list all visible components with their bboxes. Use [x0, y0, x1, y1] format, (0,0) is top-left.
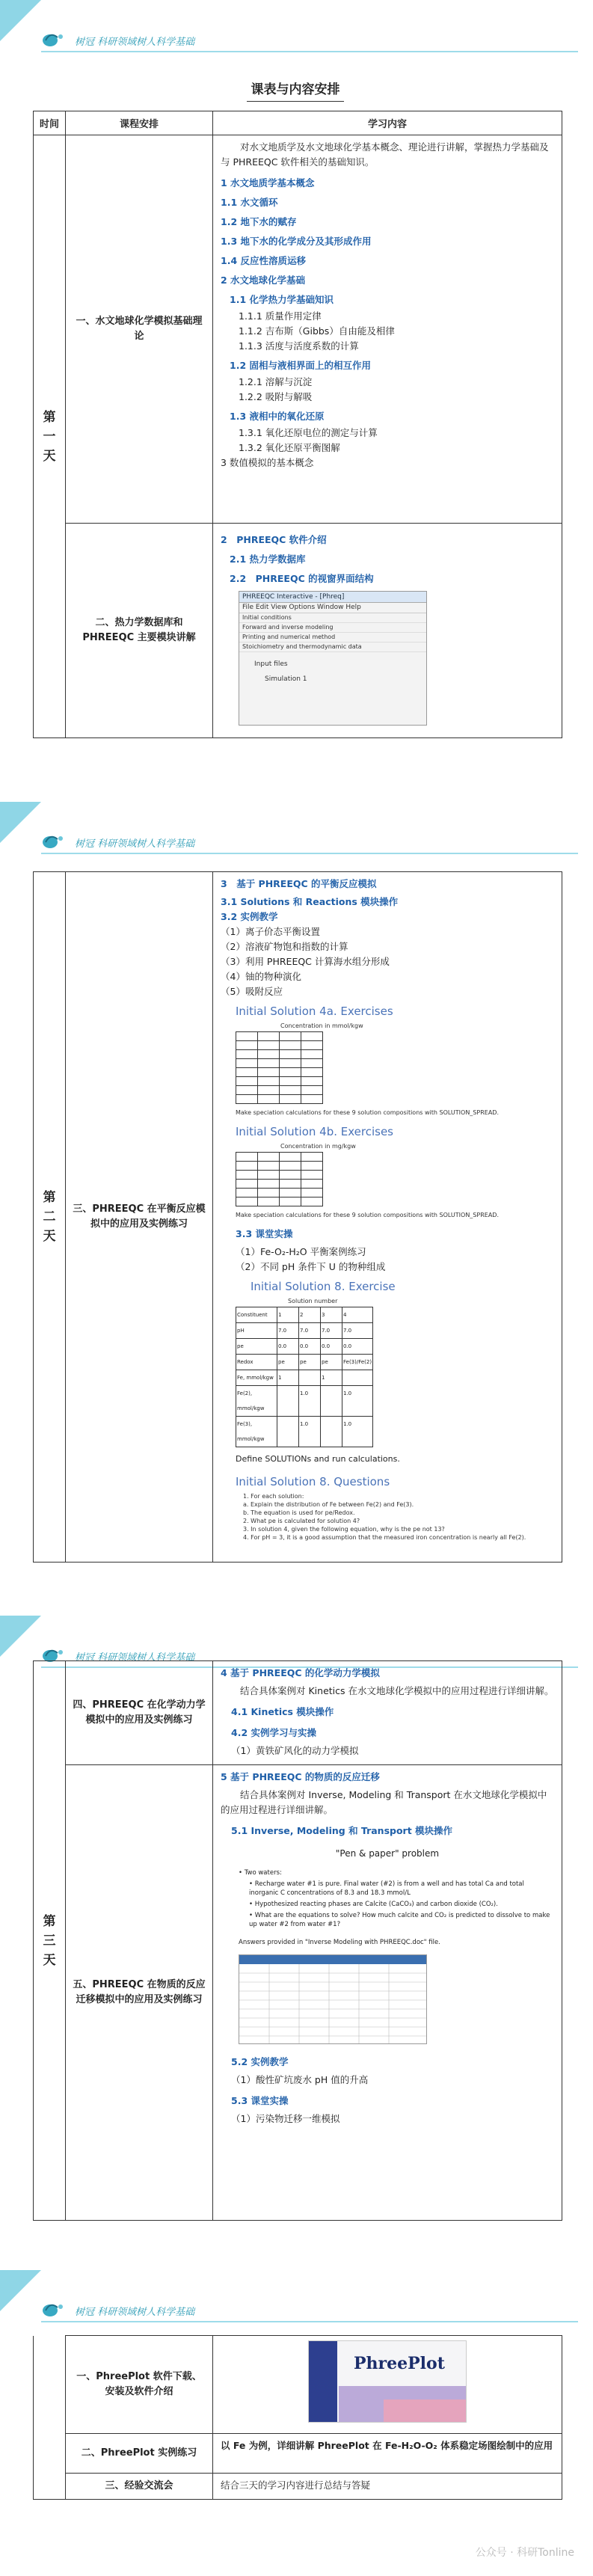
grid-cell: Fe(3)/Fe(2) [342, 1355, 373, 1370]
example-list [221, 924, 554, 999]
tree-node: Simulation 1 [265, 675, 307, 683]
outline-item: 1.2.1 溶解与沉淀 [239, 376, 313, 387]
question-list [221, 1492, 554, 1542]
grid-cell: 1.0 [299, 1417, 321, 1447]
header-content: 学习内容 [213, 111, 562, 135]
grid-cell: Fe(3), mmol/kgw [236, 1417, 277, 1447]
grid-cell: 1 [321, 1370, 342, 1386]
schedule-table-day1 [33, 111, 562, 738]
tree-node: Input files [254, 660, 288, 668]
grid-cell: 1.0 [342, 1417, 373, 1447]
watermark: 公众号 · 科研Tonline [475, 2547, 574, 2559]
day-char: 二 [43, 1209, 56, 1224]
question-line: 3. In solution 4, given the following equation, why is the pe not 13? [243, 1526, 445, 1533]
day-label [34, 2336, 66, 2500]
day-label [34, 1661, 66, 2221]
grid-cell: Redox [236, 1355, 277, 1370]
grid-cell [321, 1386, 342, 1417]
grid-cell: 1 [277, 1307, 299, 1323]
grid-cell: 3 [321, 1307, 342, 1323]
paragraph: 结合具体案例对 Inverse, Modeling 和 Transport 在水文地球化学模拟中的应用过程进行详细讲解。 [221, 1789, 547, 1815]
bullet-item [239, 1868, 554, 1877]
section-heading: 5 基于 PHREEQC 的物质的反应迁移 [221, 1771, 380, 1782]
slogan: 树冠 科研领域树人科学基础 [75, 1652, 195, 1663]
spreadsheet-screenshot [239, 1954, 427, 2044]
bullet-text: What are the equations to solve? How much calcite and CO₂ is predicted to dissolve to make up water #2 from water #1? [249, 1912, 550, 1928]
grid-cell: 1 [277, 1370, 299, 1386]
question-line: a. Explain the distribution of Fe between Fe(2) and Fe(3). [243, 1501, 414, 1508]
solution-grid [236, 1307, 373, 1447]
outline-item: 2 水文地球化学基础 [221, 275, 306, 286]
grid-cell: 7.0 [277, 1323, 299, 1339]
course-content [213, 872, 562, 1563]
list-item: （5）吸附反应 [221, 986, 283, 997]
outline-item: 3 数值模拟的基本概念 [221, 457, 314, 468]
header-rule [41, 2321, 578, 2322]
slide-subtitle: Concentration in mg/kgw [280, 1143, 356, 1150]
section-heading: 5.3 课堂实操 [231, 2095, 289, 2106]
phreeqc-screenshot [239, 591, 427, 726]
course-name: 二、PhreePlot 实例练习 [66, 2434, 213, 2474]
section-heading: 4.1 Kinetics 模块操作 [231, 1706, 334, 1717]
outline-item: 1.2.2 吸附与解吸 [239, 391, 313, 402]
phreeplot-logo [308, 2340, 467, 2423]
day-char: 第 [43, 1913, 56, 1929]
outline-item: 1.3 地下水的化学成分及其形成作用 [221, 236, 372, 247]
slide-note: Define SOLUTIONs and run calculations. [236, 1454, 400, 1464]
course-name: 五、PHREEQC 在物质的反应迁移模拟中的应用及实例练习 [66, 1765, 213, 2221]
bullet-text: Two waters: [244, 1869, 282, 1877]
day-label [34, 872, 66, 1563]
page-header [0, 802, 593, 854]
day-char: 一 [43, 429, 56, 444]
course-content [213, 1661, 562, 1765]
schedule-table-day4 [33, 2335, 562, 2500]
day-label [34, 135, 66, 738]
intro-text: 对水文地质学及水文地球化学基本概念、理论进行讲解，掌握热力学基础及与 PHREEQC 软件相关的基础知识。 [221, 141, 549, 168]
outline-item: 1.1.3 活度与活度系数的计算 [239, 340, 359, 352]
page-header [0, 0, 593, 52]
grid-cell: 7.0 [299, 1323, 321, 1339]
grid-cell: 7.0 [342, 1323, 373, 1339]
list-item: （4）铀的物种演化 [221, 971, 301, 982]
header-rule [41, 853, 578, 854]
outline-item: 1.3.1 氧化还原电位的测定与计算 [239, 427, 378, 438]
slide-title: Initial Solution 4a. Exercises [236, 1005, 393, 1018]
course-content: 以 Fe 为例，详细讲解 PhreePlot 在 Fe-H₂O-O₂ 体系稳定场图绘制中的应用 [213, 2434, 562, 2474]
practice-list [236, 1245, 554, 1275]
outline-item: 1.1 水文循环 [221, 197, 278, 208]
grid-cell: 0.0 [342, 1339, 373, 1355]
grid-cell: 2 [299, 1307, 321, 1323]
list-item: （1）Fe-O₂-H₂O 平衡案例练习 [236, 1246, 366, 1257]
grid-cell: 1.0 [299, 1386, 321, 1417]
course-name: 四、PHREEQC 在化学动力学模拟中的应用及实例练习 [66, 1661, 213, 1765]
grid-cell: Fe(2), mmol/kgw [236, 1386, 277, 1417]
bullet-icon: • [239, 1869, 245, 1877]
course-name: 一、水文地球化学模拟基础理论 [66, 135, 213, 524]
toolbar-row: Stoichiometry and thermodynamic data [239, 643, 426, 652]
section-heading: 3.1 Solutions 和 Reactions 模块操作 [221, 896, 399, 907]
corner-decoration [0, 1616, 41, 1657]
exercise-grid [236, 1031, 323, 1104]
logo-icon [41, 30, 71, 49]
section-heading: 4 基于 PHREEQC 的化学动力学模拟 [221, 1667, 380, 1678]
bullet-text: Recharge water #1 is pure. Final water (#2) is from a well and has total Ca and total inorganic C concentrations of 8.3 and 18.3 mmol/L [249, 1880, 524, 1897]
spreadsheet-grid [239, 1955, 426, 2043]
bullet-item [249, 1900, 554, 1909]
schedule-title-text: 课表与内容安排 [251, 82, 340, 97]
section-heading: 3.2 实例教学 [221, 911, 278, 922]
bullet-item [249, 1880, 554, 1898]
header-course: 课程安排 [66, 111, 213, 135]
outline-item: 1 水文地质学基本概念 [221, 177, 315, 188]
bullet-item [249, 1911, 554, 1929]
bullet-icon: • [249, 1912, 255, 1919]
grid-cell: pe [277, 1355, 299, 1370]
corner-decoration [0, 2270, 41, 2311]
grid-cell [321, 1417, 342, 1447]
course-name: 三、PHREEQC 在平衡反应模拟中的应用及实例练习 [66, 872, 213, 1563]
question-line: b. The equation is used for pe/Redox. [243, 1509, 355, 1516]
grid-cell: 1.0 [342, 1386, 373, 1417]
grid-cell: pe [321, 1355, 342, 1370]
toolbar-row: Initial conditions [239, 613, 426, 623]
slogan: 树冠 科研领域树人科学基础 [75, 2307, 195, 2318]
grid-cell: 0.0 [277, 1339, 299, 1355]
list-item: （3）利用 PHREEQC 计算海水组分形成 [221, 956, 390, 967]
day-char: 第 [43, 409, 56, 425]
toolbar-row: Printing and numerical method [239, 633, 426, 643]
bullet-list [239, 1868, 554, 1929]
grid-cell: pH [236, 1323, 277, 1339]
list-item: （1）酸性矿坑废水 pH 值的升高 [231, 2074, 369, 2085]
bullet-icon: • [249, 1901, 255, 1908]
grid-cell [342, 1370, 373, 1386]
slide-title: Initial Solution 8. Exercise [251, 1280, 396, 1293]
outline-item: 1.2 固相与液相界面上的相互作用 [230, 360, 371, 371]
window-title: PHREEQC Interactive - [Phreq] [239, 592, 426, 603]
outline-item: 2 PHREEQC 软件介绍 [221, 534, 327, 545]
grid-cell: Constituent [236, 1307, 277, 1323]
slide-title: Initial Solution 4b. Exercises [236, 1125, 393, 1138]
outline-list [221, 533, 554, 586]
exercise-grid [236, 1152, 323, 1206]
toolbar-row: Forward and inverse modeling [239, 623, 426, 633]
course-content [213, 524, 562, 738]
list-item: （2）溶液矿物饱和指数的计算 [221, 941, 348, 952]
corner-decoration [0, 802, 41, 843]
page-header [0, 2270, 593, 2322]
course-name: 一、PhreePlot 软件下载、安装及软件介绍 [66, 2336, 213, 2434]
day-char: 天 [43, 448, 56, 464]
logo-wave [384, 2399, 466, 2422]
question-line: 4. For pH = 3, it is a good assumption that the measured iron concentration is nearly all Fe(2). [243, 1534, 526, 1541]
course-content [213, 135, 562, 524]
outline-item: 1.1.2 吉布斯（Gibbs）自由能及相律 [239, 325, 395, 337]
bullet-icon: • [249, 1880, 255, 1888]
section-heading: 4.2 实例学习与实操 [231, 1727, 316, 1738]
section-heading: 3 基于 PHREEQC 的平衡反应模拟 [221, 878, 377, 889]
logo-icon [41, 2300, 71, 2319]
phreeplot-logo-text: PhreePlot [354, 2354, 445, 2373]
logo-icon [41, 832, 71, 851]
slogan: 树冠 科研领域树人科学基础 [75, 37, 195, 48]
list-item: （1）黄铁矿风化的动力学模拟 [231, 1745, 359, 1756]
grid-cell: 7.0 [321, 1323, 342, 1339]
slide-subtitle: Solution number [288, 1298, 338, 1304]
section-heading: 3.3 课堂实操 [236, 1228, 293, 1239]
grid-cell [299, 1370, 321, 1386]
course-content [213, 2336, 562, 2434]
grid-cell [277, 1417, 299, 1447]
slide-note: Make speciation calculations for these 9 solution compositions with SOLUTION_SPREAD. [236, 1212, 499, 1218]
day-char: 天 [43, 1952, 56, 1968]
outline-item: 1.1 化学热力学基础知识 [230, 294, 334, 305]
schedule-table-day3 [33, 1660, 562, 2221]
header-time: 时间 [34, 111, 66, 135]
grid-cell: 4 [342, 1307, 373, 1323]
paragraph: 结合具体案例对 Kinetics 在水文地球化学模拟中的应用过程进行详细讲解。 [240, 1685, 554, 1696]
outline-item: 2.2 PHREEQC 的视窗界面结构 [230, 573, 374, 584]
grid-cell: pe [236, 1339, 277, 1355]
section-heading: 5.2 实例教学 [231, 2056, 289, 2067]
course-name: 三、经验交流会 [66, 2474, 213, 2500]
schedule-title [247, 71, 344, 102]
slogan: 树冠 科研领域树人科学基础 [75, 838, 195, 850]
course-content: 结合三天的学习内容进行总结与答疑 [213, 2474, 562, 2500]
day-char: 三 [43, 1933, 56, 1948]
outline-item: 1.3.2 氧化还原平衡图解 [239, 442, 340, 453]
slide-title: "Pen & paper" problem [335, 1848, 440, 1859]
slide-note: Make speciation calculations for these 9 solution compositions with SOLUTION_SPREAD. [236, 1109, 499, 1116]
list-item: （1）离子价态平衡设置 [221, 926, 320, 937]
question-line: 1. For each solution: [243, 1493, 304, 1500]
grid-cell: 0.0 [299, 1339, 321, 1355]
grid-cell: 0.0 [321, 1339, 342, 1355]
menu-bar: File Edit View Options Window Help [239, 603, 426, 613]
bullet-text: Hypothesized reacting phases are Calcite (CaCO₃) and carbon dioxide (CO₂). [254, 1901, 498, 1908]
list-item: （2）不同 pH 条件下 U 的物种组成 [236, 1261, 386, 1272]
tree-view [254, 657, 426, 687]
outline-item: 1.3 液相中的氧化还原 [230, 411, 325, 422]
day-char: 天 [43, 1229, 56, 1244]
grid-cell [277, 1386, 299, 1417]
section-heading: 5.1 Inverse, Modeling 和 Transport 模块操作 [231, 1825, 453, 1836]
grid-cell: pe [299, 1355, 321, 1370]
schedule-table-day2 [33, 871, 562, 1563]
question-line: 2. What pe is calculated for solution 4? [243, 1518, 360, 1524]
outline-item: 1.4 反应性溶质运移 [221, 255, 306, 266]
list-item: （1）污染物迁移一维模拟 [231, 2113, 340, 2124]
course-name: 二、热力学数据库和PHREEQC 主要模块讲解 [66, 524, 213, 738]
header-rule [41, 51, 578, 52]
outline-item: 2.1 热力学数据库 [230, 553, 306, 565]
outline-list [221, 176, 554, 470]
logo-bar [309, 2341, 337, 2422]
day-char: 第 [43, 1190, 56, 1205]
outline-item: 1.1.1 质量作用定律 [239, 310, 322, 322]
slide-note: Answers provided in "Inverse Modeling with PHREEQC.doc" file. [239, 1939, 440, 1946]
corner-decoration [0, 0, 41, 41]
course-content [213, 1765, 562, 2221]
outline-item: 1.2 地下水的赋存 [221, 216, 297, 227]
grid-cell: Fe, mmol/kgw [236, 1370, 277, 1386]
slide-subtitle: Concentration in mmol/kgw [280, 1022, 363, 1029]
slide-title: Initial Solution 8. Questions [236, 1475, 390, 1488]
